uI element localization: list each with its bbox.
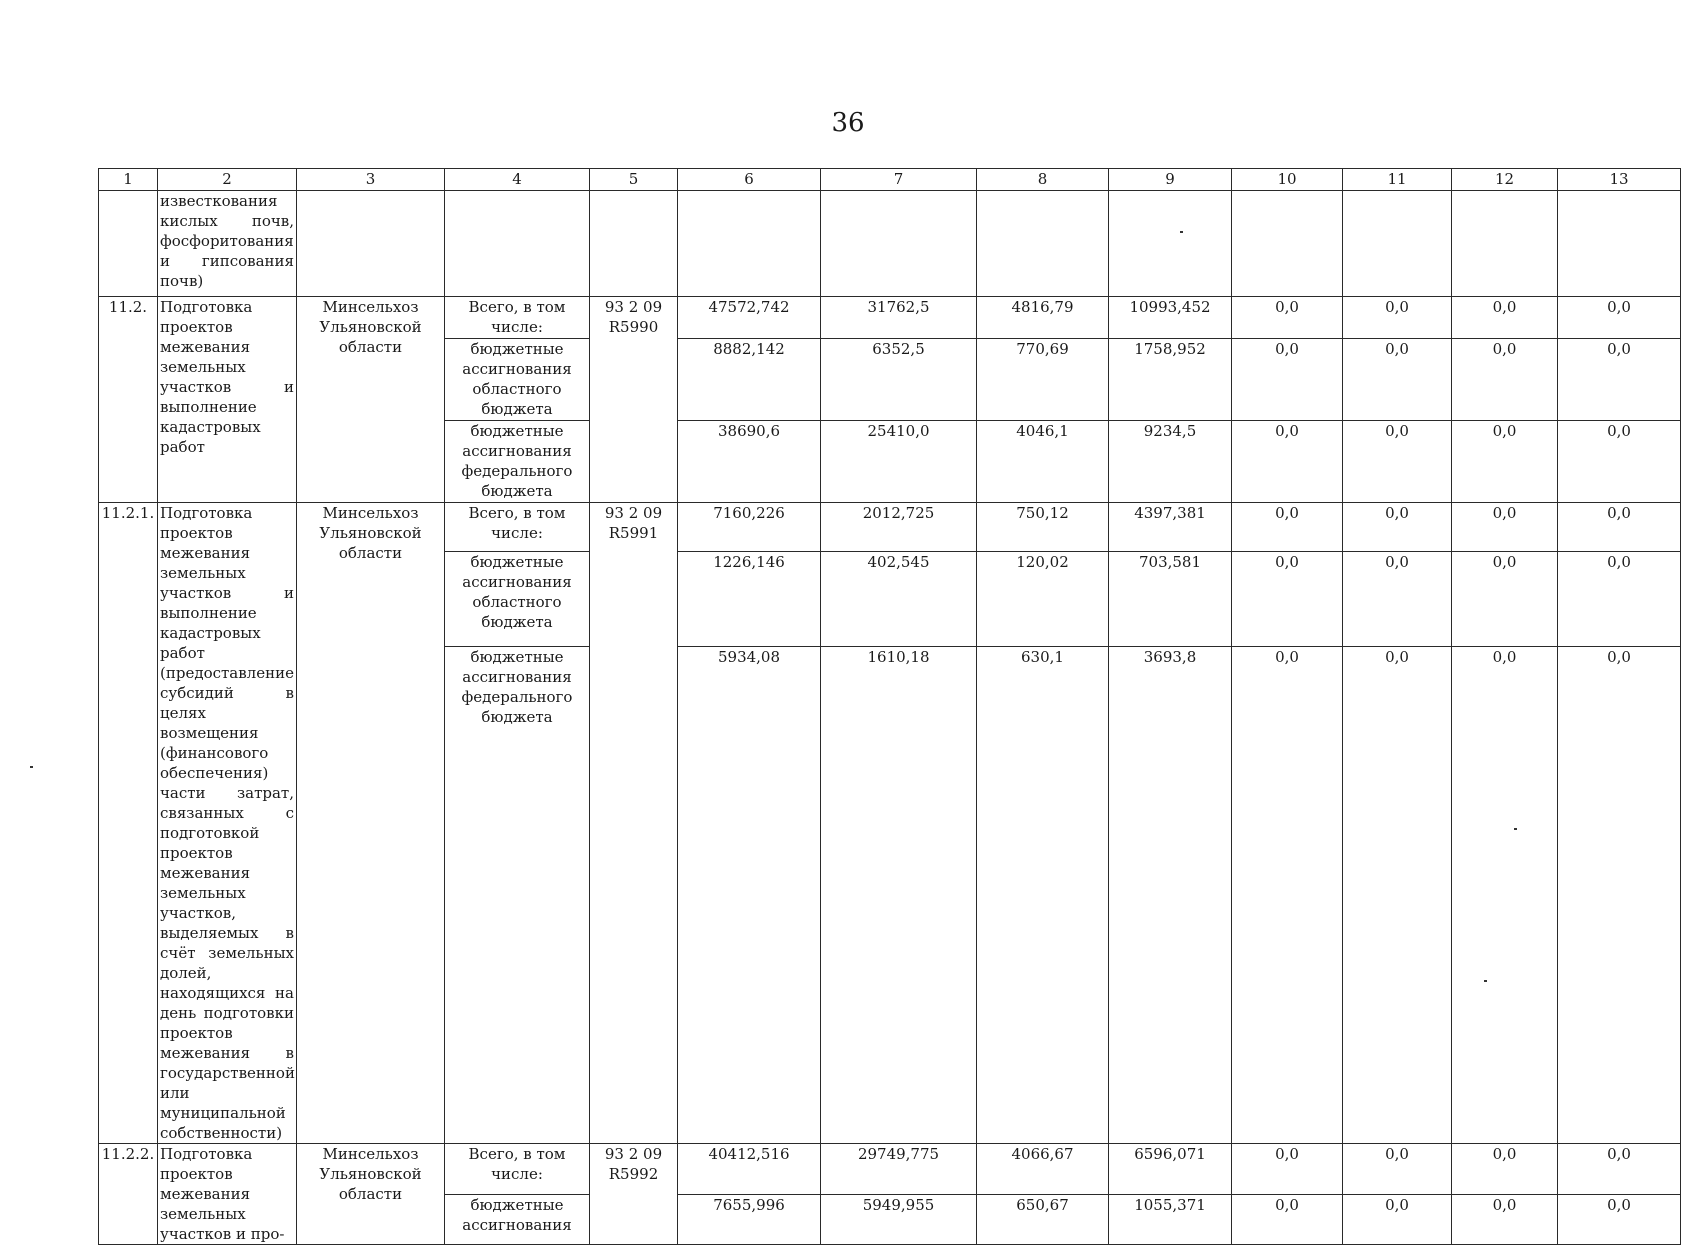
table-row (99, 191, 1681, 297)
funding-source: бюджетные ассигнования областного бюджета (445, 551, 590, 646)
value-cell: 8882,142 (678, 339, 821, 421)
value-cell: 1226,146 (678, 551, 821, 646)
value-cell: 0,0 (1452, 646, 1558, 1143)
value-cell: 0,0 (1558, 551, 1681, 646)
scan-speck (1514, 828, 1517, 830)
value-cell: 0,0 (1232, 503, 1343, 552)
value-cell: 750,12 (977, 503, 1109, 552)
funding-source: Всего, в том числе: (445, 503, 590, 552)
column-number: 7 (821, 169, 977, 191)
measure-name: известкования кислых почв, фосфоритования и гипсования почв) (158, 191, 297, 297)
budget-table (98, 168, 1681, 1245)
column-number: 1 (99, 169, 158, 191)
scan-speck (1180, 231, 1183, 233)
column-number: 2 (158, 169, 297, 191)
value-cell: 0,0 (1343, 339, 1452, 421)
measure-name: Подготовка проектов межевания земельных участков и про- (158, 1144, 297, 1245)
table-row (99, 1144, 1681, 1195)
table-row (99, 503, 1681, 552)
value-cell: 29749,775 (821, 1144, 977, 1195)
table-row (99, 297, 1681, 339)
value-cell: 0,0 (1452, 339, 1558, 421)
value-cell: 47572,742 (678, 297, 821, 339)
value-cell: 7655,996 (678, 1195, 821, 1245)
value-cell: 0,0 (1232, 1144, 1343, 1195)
value-cell: 9234,5 (1109, 421, 1232, 503)
responsible-agency: Минсельхоз Ульяновской области (297, 1144, 445, 1245)
value-cell: 38690,6 (678, 421, 821, 503)
funding-source: бюджетные ассигнования федерального бюджета (445, 421, 590, 503)
value-cell: 0,0 (1232, 646, 1343, 1143)
value-cell: 0,0 (1232, 1195, 1343, 1245)
budget-code: 93 2 09 R5990 (590, 297, 678, 503)
funding-source: Всего, в том числе: (445, 1144, 590, 1195)
value-cell: 0,0 (1232, 551, 1343, 646)
value-cell: 0,0 (1232, 421, 1343, 503)
column-number: 10 (1232, 169, 1343, 191)
value-cell: 4046,1 (977, 421, 1109, 503)
value-cell: 2012,725 (821, 503, 977, 552)
value-cell: 630,1 (977, 646, 1109, 1143)
value-cell: 0,0 (1343, 503, 1452, 552)
value-cell: 0,0 (1343, 1195, 1452, 1245)
value-cell: 0,0 (1558, 421, 1681, 503)
column-number: 6 (678, 169, 821, 191)
value-cell: 0,0 (1558, 1195, 1681, 1245)
value-cell: 4816,79 (977, 297, 1109, 339)
funding-source: бюджетные ассигнования (445, 1195, 590, 1245)
value-cell: 6596,071 (1109, 1144, 1232, 1195)
value-cell: 1758,952 (1109, 339, 1232, 421)
value-cell: 0,0 (1558, 297, 1681, 339)
column-number: 4 (445, 169, 590, 191)
value-cell: 0,0 (1452, 551, 1558, 646)
value-cell: 0,0 (1452, 1144, 1558, 1195)
value-cell: 0,0 (1558, 1144, 1681, 1195)
column-number: 9 (1109, 169, 1232, 191)
column-number: 3 (297, 169, 445, 191)
value-cell: 25410,0 (821, 421, 977, 503)
column-number: 5 (590, 169, 678, 191)
value-cell: 650,67 (977, 1195, 1109, 1245)
value-cell: 0,0 (1452, 503, 1558, 552)
value-cell: 0,0 (1452, 421, 1558, 503)
funding-source: бюджетные ассигнования областного бюджета (445, 339, 590, 421)
funding-source: Всего, в том числе: (445, 297, 590, 339)
value-cell: 0,0 (1558, 646, 1681, 1143)
budget-code: 93 2 09 R5992 (590, 1144, 678, 1245)
item-number: 11.2. (99, 297, 158, 503)
value-cell: 0,0 (1343, 646, 1452, 1143)
value-cell: 0,0 (1452, 297, 1558, 339)
value-cell: 40412,516 (678, 1144, 821, 1195)
column-number: 12 (1452, 169, 1558, 191)
value-cell: 0,0 (1452, 1195, 1558, 1245)
value-cell: 0,0 (1232, 297, 1343, 339)
value-cell: 4397,381 (1109, 503, 1232, 552)
value-cell: 0,0 (1343, 297, 1452, 339)
budget-code: 93 2 09 R5991 (590, 503, 678, 1144)
column-number: 8 (977, 169, 1109, 191)
page-number: 36 (831, 108, 865, 138)
value-cell: 31762,5 (821, 297, 977, 339)
responsible-agency: Минсельхоз Ульяновской области (297, 503, 445, 1144)
column-number: 11 (1343, 169, 1452, 191)
funding-source: бюджетные ассигнования федерального бюджета (445, 646, 590, 1143)
item-number: 11.2.1. (99, 503, 158, 1144)
value-cell: 0,0 (1232, 339, 1343, 421)
value-cell: 7160,226 (678, 503, 821, 552)
value-cell: 10993,452 (1109, 297, 1232, 339)
value-cell: 402,545 (821, 551, 977, 646)
value-cell: 4066,67 (977, 1144, 1109, 1195)
value-cell: 120,02 (977, 551, 1109, 646)
measure-name: Подготовка проектов межевания земельных участков и выполнение кадастровых работ (158, 297, 297, 503)
value-cell: 5949,955 (821, 1195, 977, 1245)
column-number: 13 (1558, 169, 1681, 191)
value-cell: 1610,18 (821, 646, 977, 1143)
value-cell: 1055,371 (1109, 1195, 1232, 1245)
value-cell: 0,0 (1343, 1144, 1452, 1195)
value-cell: 6352,5 (821, 339, 977, 421)
item-number: 11.2.2. (99, 1144, 158, 1245)
value-cell: 770,69 (977, 339, 1109, 421)
value-cell: 0,0 (1343, 421, 1452, 503)
value-cell: 0,0 (1558, 503, 1681, 552)
value-cell: 0,0 (1343, 551, 1452, 646)
value-cell: 0,0 (1558, 339, 1681, 421)
value-cell: 703,581 (1109, 551, 1232, 646)
scan-speck (1484, 980, 1487, 982)
measure-name: Подготовка проектов межевания земельных участков и выполнение кадастровых работ (предоставление субсидий в целях возмещения (финансового обеспечения) части затрат, связанных с подготовкой проектов межевания земельных участков, выделяемых в счёт земельных долей, находящихся на день подготовки проектов межевания в государственной или муниципальной собственности) (158, 503, 297, 1144)
value-cell: 3693,8 (1109, 646, 1232, 1143)
column-number-row (99, 169, 1681, 191)
value-cell: 5934,08 (678, 646, 821, 1143)
responsible-agency: Минсельхоз Ульяновской области (297, 297, 445, 503)
scan-speck (30, 766, 33, 768)
